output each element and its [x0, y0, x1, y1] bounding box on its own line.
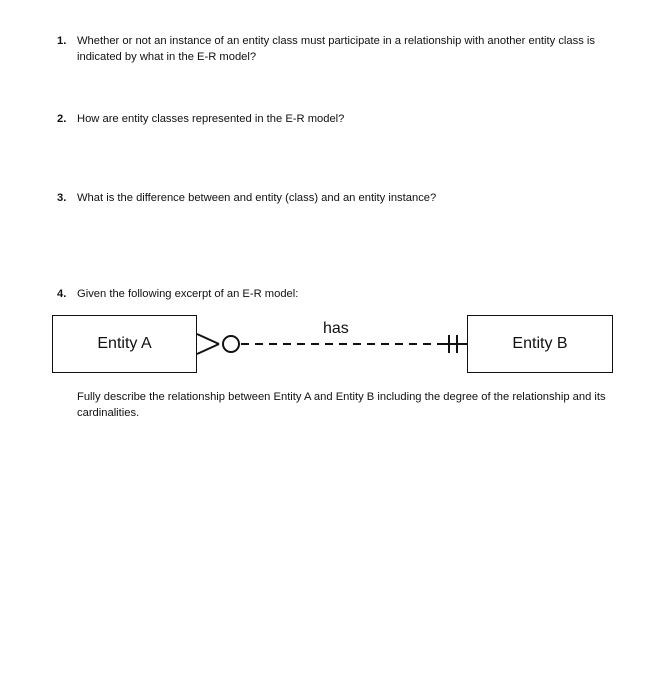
question-2-number: 2. [57, 113, 67, 125]
follow-up-instruction: Fully describe the relationship between Entity A and Entity B including the degree of the relationship and its cardinalities. [77, 391, 606, 419]
question-1 [57, 33, 617, 65]
question-3-number: 3. [57, 192, 67, 204]
entity-a-label: Entity A [97, 335, 152, 352]
entity-a-box [52, 315, 197, 373]
question-2-text: How are entity classes represented in the E-R model? [77, 113, 345, 125]
question-3-text: What is the difference between and entity (class) and an entity instance? [77, 192, 437, 204]
crows-foot-with-circle-icon [197, 334, 239, 354]
question-3 [57, 190, 617, 206]
entity-b-box [467, 315, 613, 373]
question-4-number: 4. [57, 288, 67, 300]
double-bar-icon [441, 335, 467, 353]
question-4 [57, 286, 617, 302]
question-1-number: 1. [57, 35, 67, 47]
relationship-label: has [323, 320, 349, 337]
question-2 [57, 111, 617, 127]
question-1-text: Whether or not an instance of an entity class must participate in a relationship with another entity class is indicated by what in the E-R model? [77, 35, 595, 63]
question-4-text: Given the following excerpt of an E-R model: [77, 288, 299, 300]
entity-b-label: Entity B [512, 335, 568, 352]
